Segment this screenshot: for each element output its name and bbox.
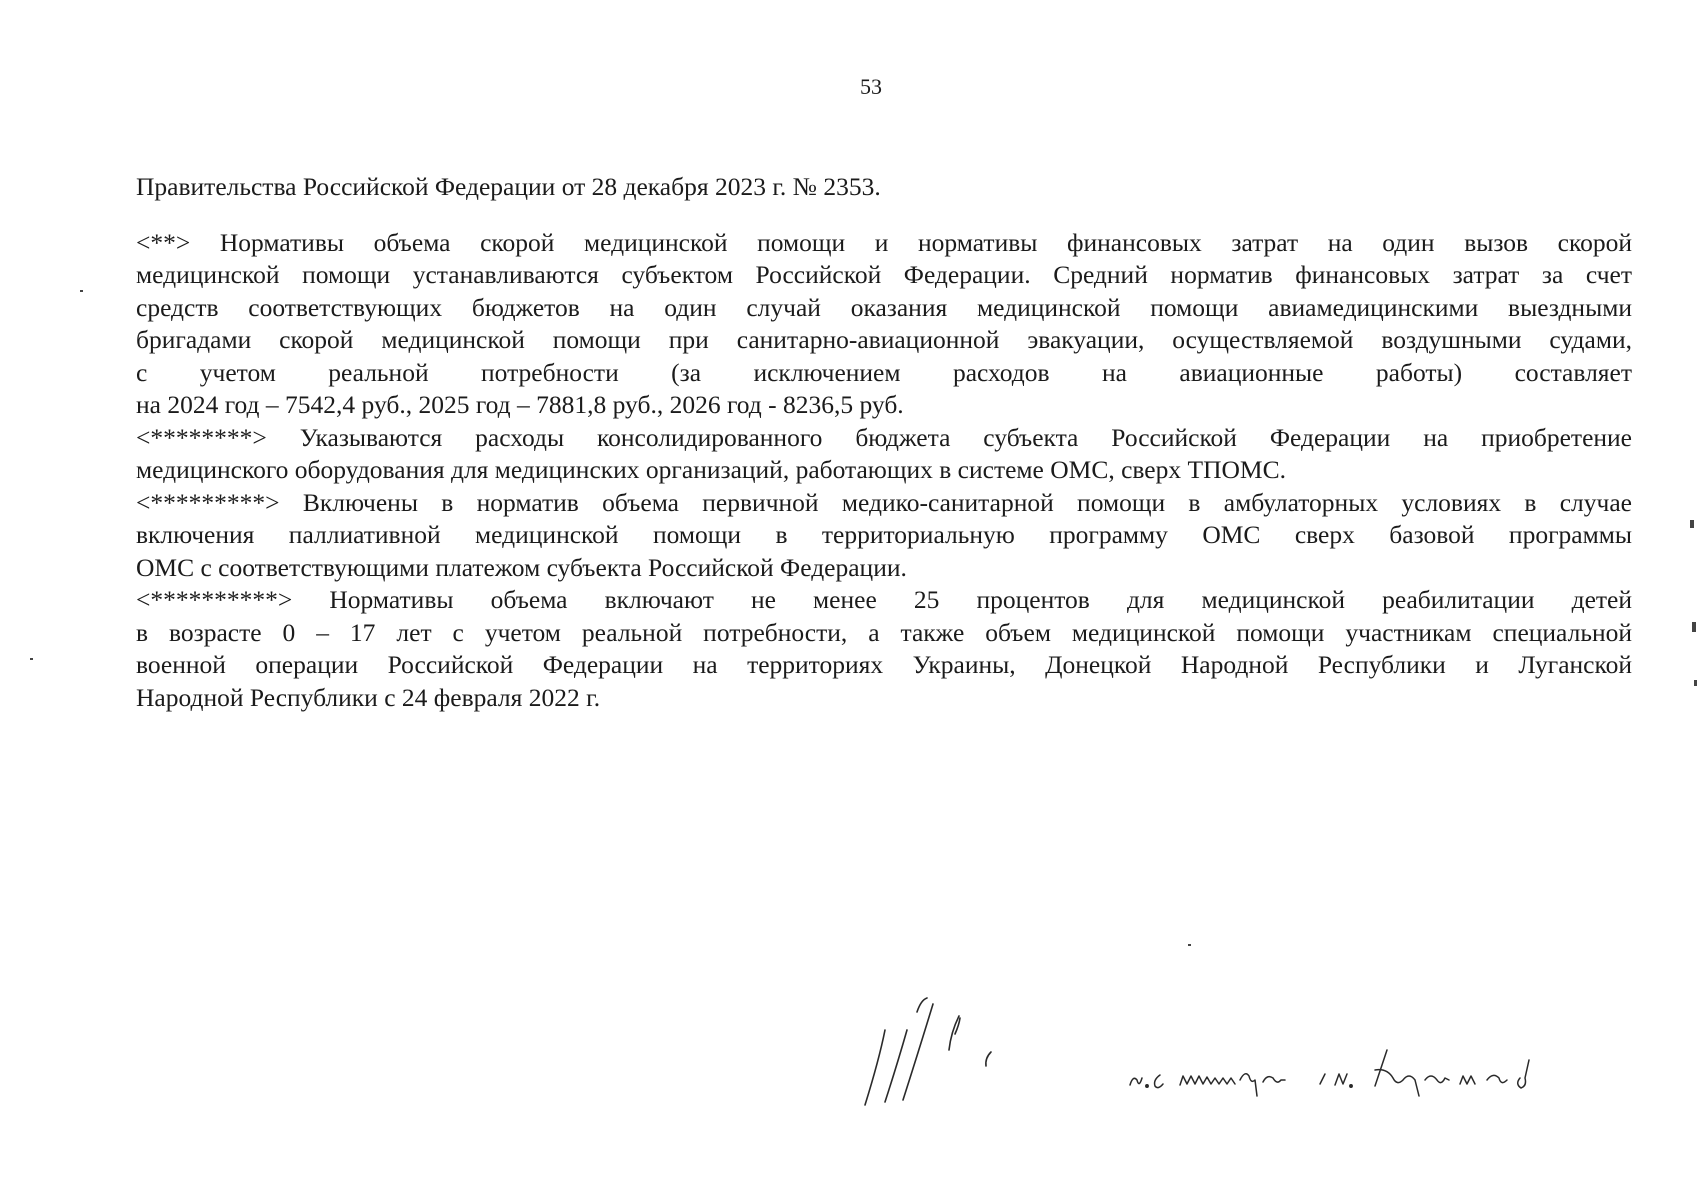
footnote (136, 422, 1632, 487)
footnote-line: в возрасте 0 – 17 лет с учетом реальной потребности, а также объем медицинской помощи участникам специальной (136, 617, 1632, 647)
footnote-marker: <*********> (136, 487, 280, 517)
footnote-line (136, 584, 1632, 617)
lead-paragraph: Правительства Российской Федерации от 28 декабря 2023 г. № 2353. (136, 172, 881, 201)
scan-speck (1692, 622, 1696, 632)
footnote-line (136, 487, 1632, 520)
footnote-text: Нормативы объема включают не менее 25 процентов для медицинской реабилитации детей (329, 585, 1633, 614)
footnote-marker: <**********> (136, 585, 293, 614)
scan-speck (1690, 520, 1694, 528)
document-body (136, 171, 1632, 714)
footnote-line (136, 422, 1632, 455)
scan-speck (1694, 680, 1697, 686)
signature-caption (1125, 1040, 1645, 1100)
footnote-line: медицинской помощи устанавливаются субъектом Российской Федерации. Средний норматив финансовых затрат за счет (136, 260, 1632, 289)
footnote-marker: <********> (136, 422, 267, 452)
footnote-text: Нормативы объема скорой медицинской помощи и нормативы финансовых затрат на один вызов скорой (219, 227, 1632, 257)
footnote-line: с учетом реальной потребности (за исключением расходов на авиационные работы) составляет (136, 357, 1632, 387)
footnote-line: включения паллиативной медицинской помощи в территориальную программу ОМС сверх базовой программы (136, 520, 1632, 549)
scan-speck (80, 290, 83, 292)
footnote (136, 487, 1632, 585)
footnote-line: военной операции Российской Федерации на территориях Украины, Донецкой Народной Республики и Луганской (136, 650, 1632, 679)
footnote (136, 227, 1632, 422)
footnote-line: средств соответствующих бюджетов на один случай оказания медицинской помощи авиамедицинскими выездными (136, 292, 1632, 322)
footnote-text: Указываются расходы консолидированного бюджета субъекта Российской Федерации на приобретение (299, 422, 1633, 452)
page-number: 53 (860, 74, 882, 99)
footnote (136, 584, 1632, 714)
footnote-line: Народной Республики с 24 февраля 2022 г. (136, 682, 601, 712)
footnote-line (136, 227, 1632, 260)
footnote-line: ОМС с соответствующими платежом субъекта Российской Федерации. (136, 552, 907, 582)
footnote-text: Включены в норматив объема первичной медико-санитарной помощи в амбулаторных условиях в случае (302, 487, 1632, 517)
footnote-marker: <**> (136, 227, 191, 257)
scan-speck (30, 658, 33, 660)
footnote-line: медицинского оборудования для медицинских организаций, работающих в системе ОМС, сверх ТПОМС. (136, 455, 1286, 484)
footnote-line: на 2024 год – 7542,4 руб., 2025 год – 7881,8 руб., 2026 год - 8236,5 руб. (136, 390, 904, 419)
signature-mark (855, 990, 1025, 1110)
scan-speck (1188, 944, 1191, 946)
footnote-line: бригадами скорой медицинской помощи при санитарно-авиационной эвакуации, осуществляемой воздушными судами, (136, 325, 1632, 354)
